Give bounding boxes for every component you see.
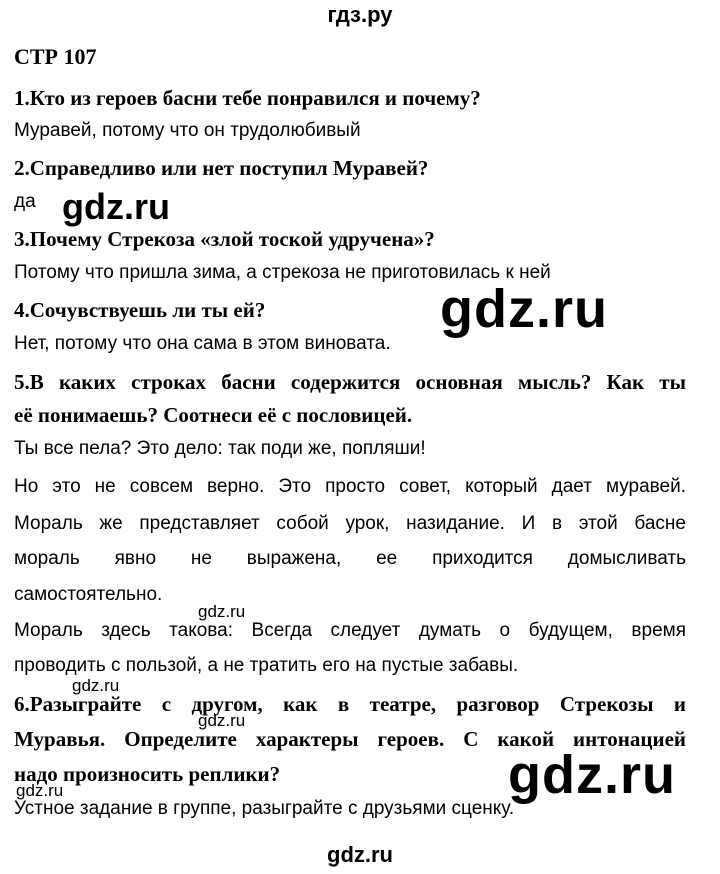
question-3: 3.Почему Стрекоза «злой тоской удручена»? (14, 227, 435, 251)
answer-3: Потому что пришла зима, а стрекоза не приготовилась к ней (14, 262, 551, 283)
watermark: gdz.ru (198, 711, 246, 730)
watermark: gdz.ru (440, 279, 608, 339)
question-5-line-1: 5.В каких строках басни содержится основная мысль? Как ты (14, 370, 686, 394)
question-6-line-2: Муравья. Определите характеры героев. С какой интонацией (14, 727, 686, 751)
answer-5-line-5: самостоятельно. (14, 584, 163, 605)
watermark: gdz.ru (198, 602, 246, 621)
watermark: gdz.ru (508, 745, 676, 805)
watermark: gdz.ru (16, 781, 64, 800)
site-header: гдз.ру (327, 2, 393, 27)
answer-5-line-4: мораль явно не выражена, ее приходится домысливать (14, 548, 686, 569)
answer-5-line-3: Мораль же представляет собой урок, назидание. И в этой басне (14, 513, 686, 534)
answer-6: Устное задание в группе, разыграйте с друзьями сценку. (14, 798, 515, 819)
answer-5-line-2: Но это не совсем верно. Это просто совет, который дает муравей. (14, 476, 686, 497)
watermark: gdz.ru (72, 676, 120, 695)
answer-5-line-1: Ты все пела? Это дело: так поди же, попляши! (14, 438, 426, 459)
question-6-line-1: 6.Разыграйте с другом, как в театре, разговор Стрекозы и (14, 692, 686, 716)
answer-2: да (14, 191, 36, 212)
page-reference: СТР 107 (14, 44, 97, 69)
watermark: gdz.ru (62, 186, 170, 227)
question-2: 2.Справедливо или нет поступил Муравей? (14, 156, 429, 180)
answer-5-line-6: Мораль здесь такова: Всегда следует думать о будущем, время (14, 620, 686, 641)
question-1: 1.Кто из героев басни тебе понравился и почему? (14, 86, 481, 110)
question-4: 4.Сочувствуешь ли ты ей? (14, 298, 266, 322)
answer-4: Нет, потому что она сама в этом виновата. (14, 333, 391, 354)
answer-5-line-7: проводить с пользой, а не тратить его на пустые забавы. (14, 655, 519, 676)
site-footer: gdz.ru (327, 842, 393, 867)
question-6-line-3: надо произносить реплики? (14, 762, 281, 786)
question-5-line-2: её понимаешь? Соотнеси её с пословицей. (14, 403, 413, 427)
answer-1: Муравей, потому что он трудолюбивый (14, 120, 361, 141)
